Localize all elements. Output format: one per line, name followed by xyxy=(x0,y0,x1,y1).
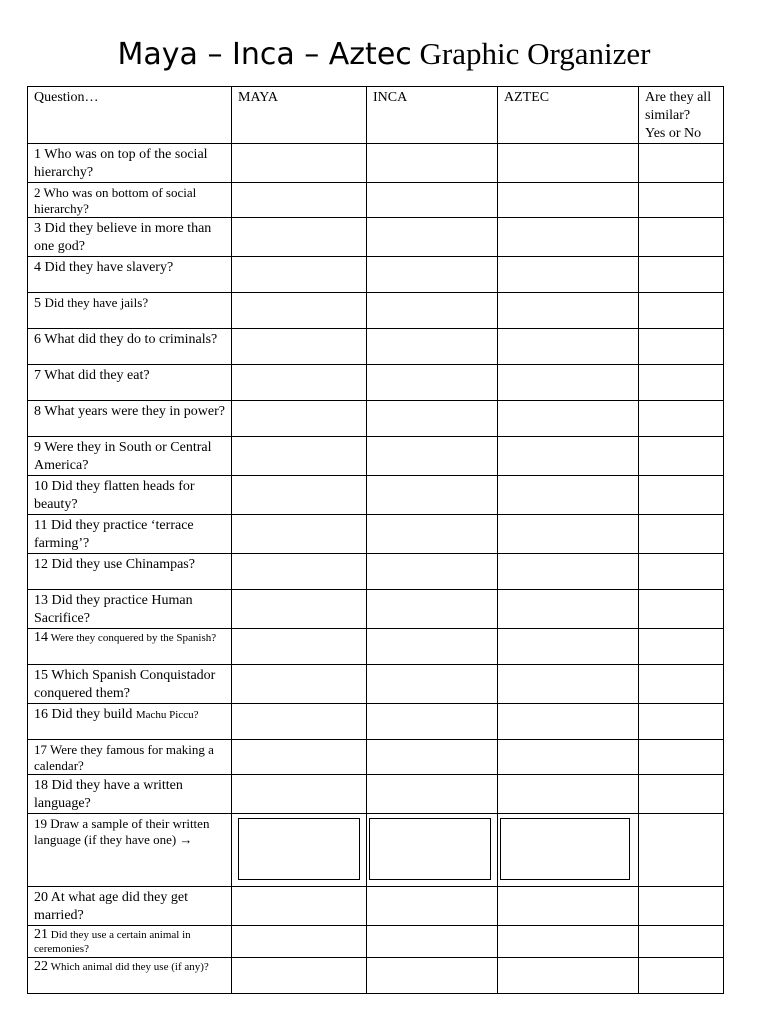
question-cell xyxy=(28,218,232,257)
aztec-answer-cell[interactable] xyxy=(498,590,639,629)
inca-answer-cell[interactable] xyxy=(367,437,498,476)
page-title xyxy=(0,34,768,75)
aztec-answer-cell[interactable] xyxy=(498,257,639,293)
question-number: 9 xyxy=(34,440,41,455)
table-row xyxy=(28,293,724,329)
similar-answer-cell[interactable] xyxy=(639,926,724,958)
inca-answer-cell[interactable] xyxy=(367,401,498,437)
header-similar xyxy=(639,87,724,144)
similar-answer-cell[interactable] xyxy=(639,401,724,437)
aztec-answer-cell[interactable] xyxy=(498,629,639,665)
question-cell xyxy=(28,926,232,958)
maya-answer-cell[interactable] xyxy=(232,775,367,814)
question-text: Did they have slavery? xyxy=(44,260,174,275)
question-cell xyxy=(28,257,232,293)
maya-answer-cell[interactable] xyxy=(232,554,367,590)
question-cell xyxy=(28,665,232,704)
header-similar-line2: similar? xyxy=(645,108,691,123)
similar-answer-cell[interactable] xyxy=(639,183,724,218)
question-number: 6 xyxy=(34,332,41,347)
maya-answer-cell[interactable] xyxy=(232,629,367,665)
inca-drawing-box[interactable] xyxy=(369,818,491,880)
aztec-answer-cell[interactable] xyxy=(498,887,639,926)
table-row xyxy=(28,887,724,926)
table-row xyxy=(28,554,724,590)
question-text: Did they practice ‘terrace farming’? xyxy=(34,518,194,551)
similar-answer-cell[interactable] xyxy=(639,958,724,994)
question-cell xyxy=(28,401,232,437)
question-text: What did they eat? xyxy=(44,368,150,383)
table-row xyxy=(28,704,724,740)
table-row xyxy=(28,329,724,365)
table-row xyxy=(28,665,724,704)
aztec-answer-cell[interactable] xyxy=(498,926,639,958)
maya-drawing-box[interactable] xyxy=(238,818,360,880)
question-number: 2 xyxy=(34,185,41,200)
question-number: 10 xyxy=(34,479,48,494)
maya-answer-cell[interactable] xyxy=(232,704,367,740)
question-text: Did they have a written language? xyxy=(34,778,183,811)
question-cell xyxy=(28,329,232,365)
similar-answer-cell[interactable] xyxy=(639,257,724,293)
table-row xyxy=(28,401,724,437)
question-number: 15 xyxy=(34,668,48,683)
table-row xyxy=(28,515,724,554)
question-cell xyxy=(28,704,232,740)
maya-answer-cell[interactable] xyxy=(232,740,367,775)
question-text: Did they build xyxy=(51,707,133,722)
inca-drawing-cell xyxy=(367,814,498,887)
aztec-answer-cell[interactable] xyxy=(498,329,639,365)
question-cell xyxy=(28,775,232,814)
similar-answer-cell[interactable] xyxy=(639,476,724,515)
inca-answer-cell[interactable] xyxy=(367,926,498,958)
question-text: Were they famous for making a calendar? xyxy=(34,742,214,773)
table-row xyxy=(28,144,724,183)
question-text: Did they flatten heads for beauty? xyxy=(34,479,195,512)
question-text: What did they do to criminals? xyxy=(44,332,218,347)
table-row xyxy=(28,775,724,814)
maya-answer-cell[interactable] xyxy=(232,183,367,218)
inca-answer-cell[interactable] xyxy=(367,665,498,704)
title-main: Maya – Inca – Aztec xyxy=(117,37,412,72)
question-cell xyxy=(28,437,232,476)
question-number: 17 xyxy=(34,742,47,757)
maya-answer-cell[interactable] xyxy=(232,401,367,437)
aztec-answer-cell[interactable] xyxy=(498,293,639,329)
question-number: 1 xyxy=(34,147,41,162)
similar-answer-cell[interactable] xyxy=(639,554,724,590)
title-sub: Graphic Organizer xyxy=(419,36,651,71)
inca-answer-cell[interactable] xyxy=(367,629,498,665)
similar-answer-cell[interactable] xyxy=(639,887,724,926)
inca-answer-cell[interactable] xyxy=(367,183,498,218)
aztec-drawing-box[interactable] xyxy=(500,818,630,880)
question-number: 7 xyxy=(34,368,41,383)
question-text: Did they use a certain animal in ceremonies? xyxy=(34,929,191,955)
question-text: Did they use Chinampas? xyxy=(51,557,195,572)
maya-answer-cell[interactable] xyxy=(232,515,367,554)
question-text: Who was on bottom of social hierarchy? xyxy=(34,185,197,216)
question-cell xyxy=(28,365,232,401)
question-number: 3 xyxy=(34,221,41,236)
inca-answer-cell[interactable] xyxy=(367,740,498,775)
header-question: Question… xyxy=(28,87,232,144)
similar-answer-cell[interactable] xyxy=(639,814,724,887)
question-cell xyxy=(28,740,232,775)
inca-answer-cell[interactable] xyxy=(367,329,498,365)
similar-answer-cell[interactable] xyxy=(639,740,724,775)
question-number: 21 xyxy=(34,927,48,942)
inca-answer-cell[interactable] xyxy=(367,554,498,590)
question-number: 14 xyxy=(34,630,48,645)
similar-answer-cell[interactable] xyxy=(639,329,724,365)
aztec-answer-cell[interactable] xyxy=(498,775,639,814)
table-row xyxy=(28,629,724,665)
question-cell xyxy=(28,590,232,629)
aztec-answer-cell[interactable] xyxy=(498,218,639,257)
aztec-answer-cell[interactable] xyxy=(498,704,639,740)
question-cell xyxy=(28,814,232,887)
question-number: 22 xyxy=(34,959,48,974)
question-number: 13 xyxy=(34,593,48,608)
inca-answer-cell[interactable] xyxy=(367,590,498,629)
similar-answer-cell[interactable] xyxy=(639,665,724,704)
maya-answer-cell[interactable] xyxy=(232,329,367,365)
inca-answer-cell[interactable] xyxy=(367,775,498,814)
question-cell xyxy=(28,183,232,218)
maya-answer-cell[interactable] xyxy=(232,218,367,257)
table-row xyxy=(28,365,724,401)
question-text: Which Spanish Conquistador conquered them? xyxy=(34,668,216,701)
question-cell xyxy=(28,476,232,515)
question-number: 18 xyxy=(34,778,48,793)
aztec-answer-cell[interactable] xyxy=(498,365,639,401)
aztec-answer-cell[interactable] xyxy=(498,183,639,218)
aztec-answer-cell[interactable] xyxy=(498,437,639,476)
inca-answer-cell[interactable] xyxy=(367,958,498,994)
table-row xyxy=(28,437,724,476)
question-cell xyxy=(28,629,232,665)
table-row-drawing xyxy=(28,814,724,887)
maya-answer-cell[interactable] xyxy=(232,293,367,329)
aztec-answer-cell[interactable] xyxy=(498,476,639,515)
question-text-small: Machu Piccu? xyxy=(135,709,199,721)
header-row xyxy=(28,87,724,144)
similar-answer-cell[interactable] xyxy=(639,704,724,740)
question-cell xyxy=(28,887,232,926)
graphic-organizer-table xyxy=(27,86,724,994)
similar-answer-cell[interactable] xyxy=(639,775,724,814)
table-row xyxy=(28,476,724,515)
aztec-drawing-cell xyxy=(498,814,639,887)
inca-answer-cell[interactable] xyxy=(367,144,498,183)
header-similar-line3: Yes or No xyxy=(645,126,702,141)
aztec-answer-cell[interactable] xyxy=(498,554,639,590)
inca-answer-cell[interactable] xyxy=(367,365,498,401)
question-cell xyxy=(28,958,232,994)
question-text: Draw a sample of their written language (if they have one) → xyxy=(34,816,210,847)
question-number: 4 xyxy=(34,260,41,275)
question-number: 16 xyxy=(34,707,48,722)
header-inca: INCA xyxy=(367,87,498,144)
question-number: 8 xyxy=(34,404,41,419)
similar-answer-cell[interactable] xyxy=(639,365,724,401)
table-row xyxy=(28,257,724,293)
table-row xyxy=(28,183,724,218)
maya-answer-cell[interactable] xyxy=(232,958,367,994)
maya-answer-cell[interactable] xyxy=(232,476,367,515)
header-aztec: AZTEC xyxy=(498,87,639,144)
table-row xyxy=(28,740,724,775)
question-text: Did they practice Human Sacrifice? xyxy=(34,593,193,626)
inca-answer-cell[interactable] xyxy=(367,293,498,329)
aztec-answer-cell[interactable] xyxy=(498,740,639,775)
question-text: Did they have jails? xyxy=(44,295,149,310)
similar-answer-cell[interactable] xyxy=(639,144,724,183)
aztec-answer-cell[interactable] xyxy=(498,515,639,554)
aztec-answer-cell[interactable] xyxy=(498,665,639,704)
question-text: Were they conquered by the Spanish? xyxy=(50,632,217,644)
question-text: At what age did they get married? xyxy=(34,890,188,923)
similar-answer-cell[interactable] xyxy=(639,293,724,329)
question-cell xyxy=(28,293,232,329)
maya-answer-cell[interactable] xyxy=(232,365,367,401)
question-text: What years were they in power? xyxy=(44,404,225,419)
inca-answer-cell[interactable] xyxy=(367,704,498,740)
header-maya: MAYA xyxy=(232,87,367,144)
similar-answer-cell[interactable] xyxy=(639,629,724,665)
inca-answer-cell[interactable] xyxy=(367,887,498,926)
question-number: 12 xyxy=(34,557,48,572)
maya-answer-cell[interactable] xyxy=(232,887,367,926)
question-text: Which animal did they use (if any)? xyxy=(50,961,209,973)
maya-answer-cell[interactable] xyxy=(232,144,367,183)
question-text: Did they believe in more than one god? xyxy=(34,221,212,254)
maya-drawing-cell xyxy=(232,814,367,887)
maya-answer-cell[interactable] xyxy=(232,437,367,476)
question-text: Who was on top of the social hierarchy? xyxy=(34,147,208,180)
maya-answer-cell[interactable] xyxy=(232,926,367,958)
question-cell xyxy=(28,144,232,183)
header-similar-line1: Are they all xyxy=(645,90,712,105)
table-row xyxy=(28,218,724,257)
inca-answer-cell[interactable] xyxy=(367,476,498,515)
question-text: Were they in South or Central America? xyxy=(34,440,212,473)
question-cell xyxy=(28,554,232,590)
table-row xyxy=(28,590,724,629)
inca-answer-cell[interactable] xyxy=(367,515,498,554)
maya-answer-cell[interactable] xyxy=(232,590,367,629)
aztec-answer-cell[interactable] xyxy=(498,144,639,183)
question-number: 5 xyxy=(34,296,41,311)
question-number: 19 xyxy=(34,816,47,831)
similar-answer-cell[interactable] xyxy=(639,437,724,476)
maya-answer-cell[interactable] xyxy=(232,665,367,704)
similar-answer-cell[interactable] xyxy=(639,590,724,629)
question-number: 20 xyxy=(34,890,48,905)
inca-answer-cell[interactable] xyxy=(367,218,498,257)
table-row xyxy=(28,958,724,994)
similar-answer-cell[interactable] xyxy=(639,218,724,257)
question-cell xyxy=(28,515,232,554)
question-number: 11 xyxy=(34,518,48,533)
inca-answer-cell[interactable] xyxy=(367,257,498,293)
aztec-answer-cell[interactable] xyxy=(498,958,639,994)
maya-answer-cell[interactable] xyxy=(232,257,367,293)
table-row xyxy=(28,926,724,958)
similar-answer-cell[interactable] xyxy=(639,515,724,554)
aztec-answer-cell[interactable] xyxy=(498,401,639,437)
